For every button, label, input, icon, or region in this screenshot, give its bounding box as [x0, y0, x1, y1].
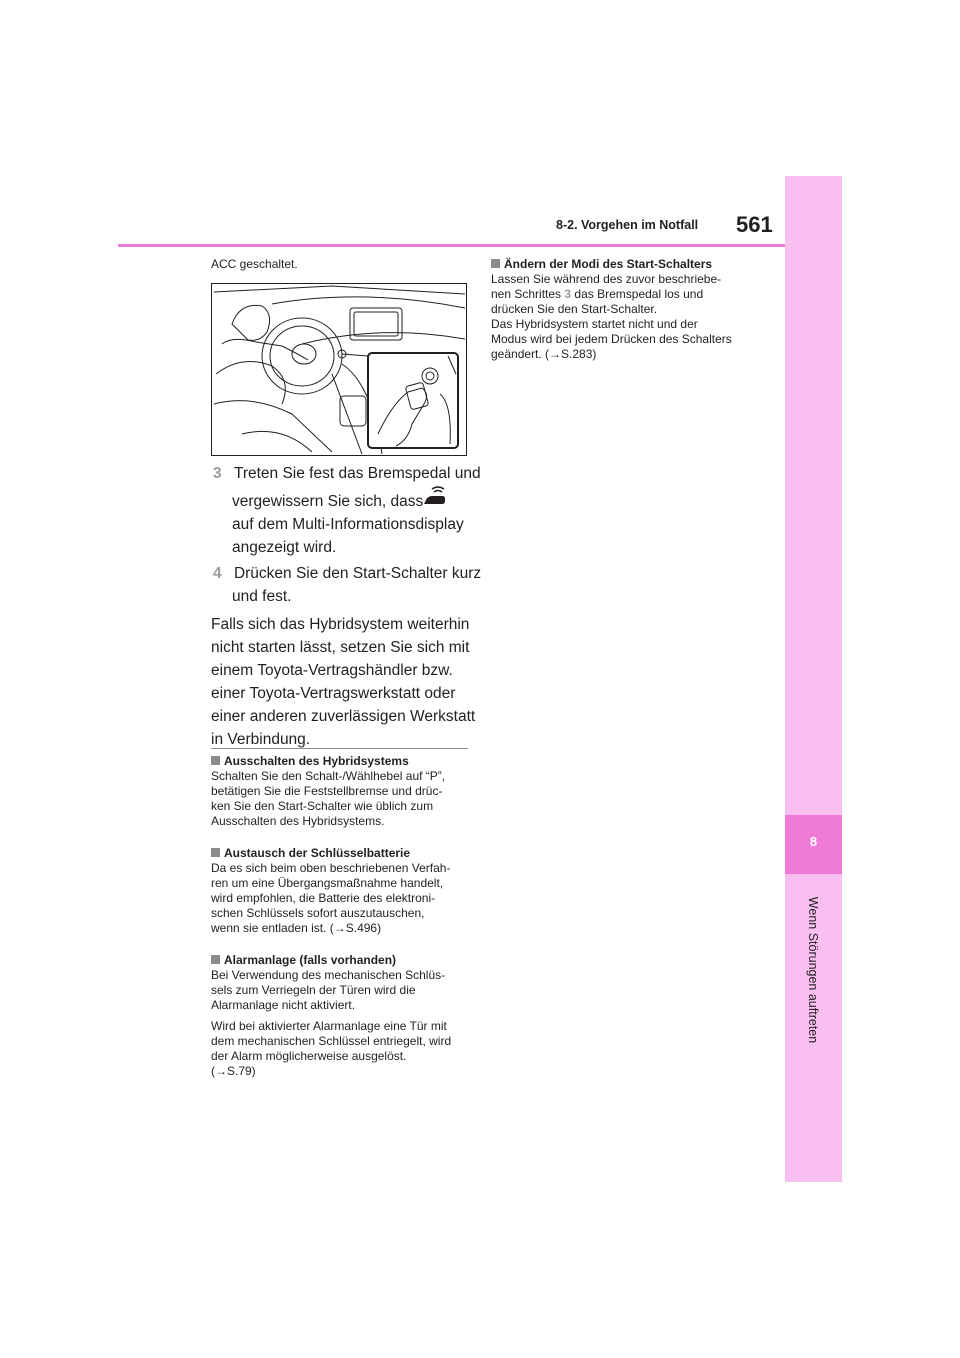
square-bullet-icon: [211, 756, 220, 765]
step-number: 4: [213, 565, 222, 582]
note-line: drücken Sie den Start-Schalter.: [491, 302, 658, 316]
advice-paragraph: [211, 613, 481, 751]
step-3-line2: [232, 490, 423, 513]
page-number: 561: [736, 212, 773, 237]
start-switch-illustration: [211, 283, 467, 456]
note-title: Ausschalten des Hybridsystems: [211, 754, 481, 769]
step-4: [213, 562, 481, 585]
step-text: angezeigt wird.: [232, 539, 337, 556]
paragraph-line: einer anderen zuverlässigen Werkstatt: [211, 708, 476, 725]
paragraph-line: nicht starten lässt, setzen Sie sich mit: [211, 639, 470, 656]
driver-illustration-icon: [212, 284, 466, 455]
note-line: der Alarm möglicherweise ausgelöst.: [211, 1049, 407, 1063]
note-line: nen Schrittes 3 das Bremspedal los und: [491, 287, 704, 301]
note-hybrid-shutdown: [211, 754, 481, 829]
step-reference: 3: [564, 287, 572, 301]
step-text: Treten Sie fest das Bremspedal und: [233, 465, 481, 482]
note-line: betätigen Sie die Feststellbremse und drüc-: [211, 784, 443, 798]
paragraph-line: in Verbindung.: [211, 731, 311, 748]
note-key-battery: [211, 846, 481, 936]
step-text: Drücken Sie den Start-Schalter kurz: [233, 565, 482, 582]
note-line: Modus wird bei jedem Drücken des Schalters: [491, 332, 732, 346]
note-line: Ausschalten des Hybridsystems.: [211, 814, 385, 828]
note-line: sels zum Verriegeln der Türen wird die: [211, 983, 416, 997]
intro-text: ACC geschaltet.: [211, 257, 298, 271]
key-indicator-icon: [420, 486, 448, 512]
step-text: vergewissern Sie sich, dass: [232, 493, 424, 510]
note-switch-modes: [491, 257, 771, 362]
note-line: Alarmanlage nicht aktiviert.: [211, 998, 356, 1012]
note-line: Bei Verwendung des mechanischen Schlüs-: [211, 968, 446, 982]
note-line: geändert. (→S.283): [491, 347, 597, 361]
note-title: Austausch der Schlüsselbatterie: [211, 846, 481, 861]
step-text: auf dem Multi-Informationsdisplay: [232, 516, 464, 533]
square-bullet-icon: [211, 955, 220, 964]
step-3: [213, 462, 481, 485]
square-bullet-icon: [211, 848, 220, 857]
note-line: wenn sie entladen ist. (→S.496): [211, 921, 382, 935]
step-number: 3: [213, 465, 222, 482]
header-rule: [118, 244, 785, 247]
note-line: ken Sie den Start-Schalter wie üblich zum: [211, 799, 434, 813]
note-line: Schalten Sie den Schalt-/Wählhebel auf “P”,: [211, 769, 446, 783]
chapter-number: 8: [809, 834, 818, 849]
note-alarm-system: [211, 953, 481, 1079]
note-title: Alarmanlage (falls vorhanden): [211, 953, 481, 968]
chapter-label: Wenn Störungen auftreten: [806, 896, 820, 1044]
square-bullet-icon: [491, 259, 500, 268]
paragraph-line: einer Toyota-Vertragswerkstatt oder: [211, 685, 456, 702]
section-divider: [211, 748, 468, 749]
step-text: und fest.: [232, 588, 292, 605]
note-line: ren um eine Übergangsmaßnahme handelt,: [211, 876, 444, 890]
note-line: Wird bei aktivierter Alarmanlage eine Tür mit: [211, 1019, 447, 1033]
note-line: (→S.79): [211, 1064, 256, 1078]
note-title: Ändern der Modi des Start-Schalters: [491, 257, 771, 272]
note-line: Da es sich beim oben beschriebenen Verfah-: [211, 861, 451, 875]
paragraph-line: Falls sich das Hybridsystem weiterhin: [211, 616, 470, 633]
note-line: Das Hybridsystem startet nicht und der: [491, 317, 698, 331]
section-title: 8-2. Vorgehen im Notfall: [556, 218, 699, 232]
note-line: dem mechanischen Schlüssel entriegelt, wird: [211, 1034, 452, 1048]
paragraph-line: einem Toyota-Vertragshändler bzw.: [211, 662, 453, 679]
note-line: wird empfohlen, die Batterie des elektroni-: [211, 891, 436, 905]
note-line: Lassen Sie während des zuvor beschriebe-: [491, 272, 722, 286]
note-line: schen Schlüssels sofort auszutauschen,: [211, 906, 425, 920]
